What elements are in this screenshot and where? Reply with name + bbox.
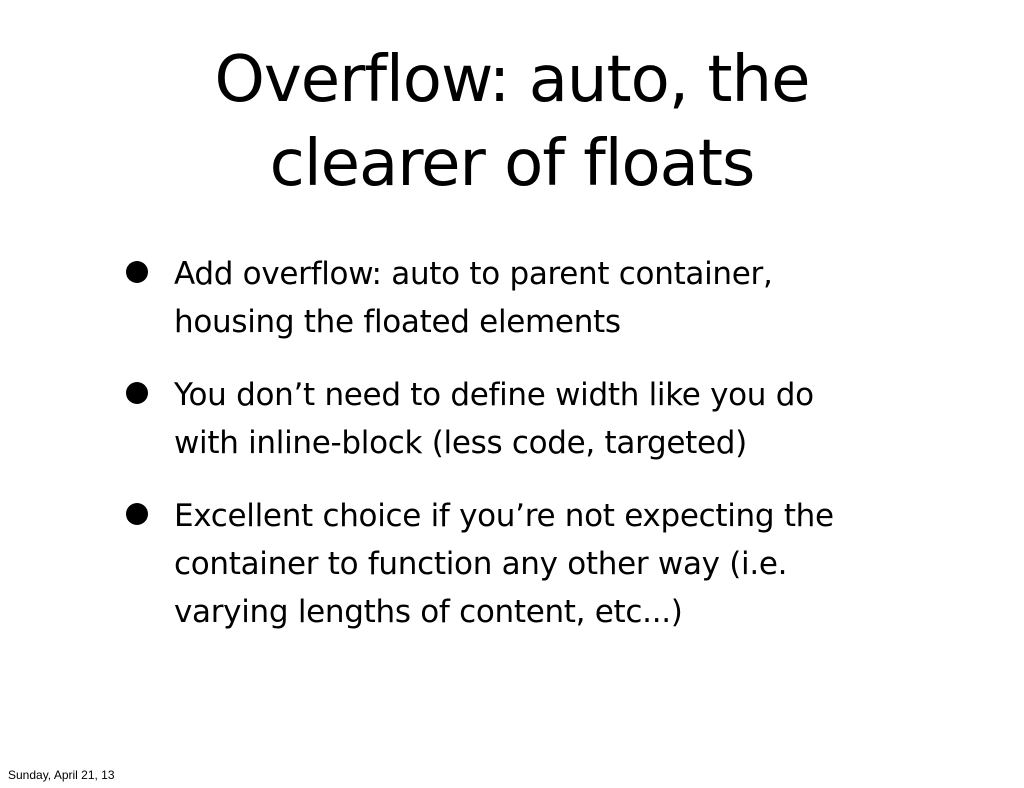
bullet-list (126, 250, 946, 661)
footer-date: Sunday, April 21, 13 (8, 768, 115, 782)
bullet-item (126, 492, 946, 636)
bullet-text: You don’t need to define width like you do with inline-block (less code, targeted) (174, 377, 814, 461)
bullet-text: Excellent choice if you’re not expecting the container to function any other way (i.e. varying lengths of content, etc...) (174, 498, 834, 630)
bullet-item (126, 371, 946, 467)
bullet-text: Add overflow: auto to parent container, housing the floated elements (174, 256, 773, 340)
slide-title (0, 38, 1024, 206)
bullet-item (126, 250, 946, 346)
slide-title-line-2: clearer of floats (269, 127, 755, 201)
slide-title-line-1: Overflow: auto, the (214, 43, 810, 117)
bullet-dot-icon (126, 261, 148, 283)
bullet-dot-icon (126, 503, 148, 525)
bullet-dot-icon (126, 382, 148, 404)
